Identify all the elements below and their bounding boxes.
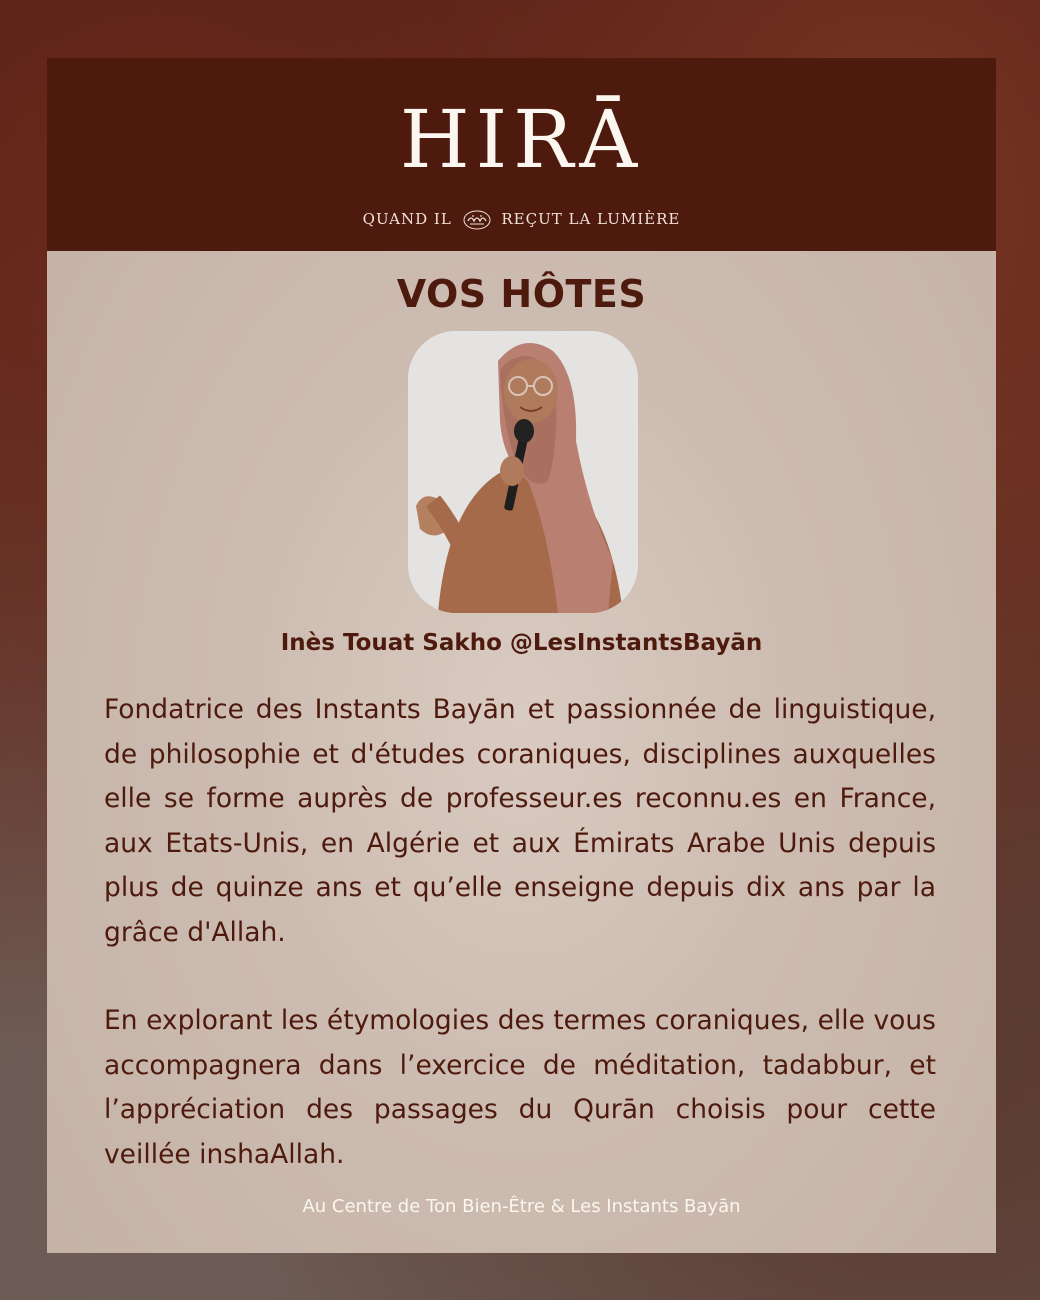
footer-credit: Au Centre de Ton Bien-Être & Les Instants Bayān — [302, 1196, 741, 1217]
bio-paragraph-1: Fondatrice des Instants Bayān et passionnée de linguistique, de philosophie et d'études coraniques, disciplines auxquelles elle se forme auprès de professeur.es reconnu.es en France, aux Etats-Unis, en Algérie et aux Émirats Arabe Unis depuis plus de quinze ans et qu’elle enseigne depuis dix ans par la grâce d'Allah. — [104, 694, 936, 948]
host-portrait-icon — [408, 331, 638, 613]
header-banner — [47, 58, 996, 251]
host-photo — [408, 331, 638, 613]
calligraphy-seal-icon — [462, 208, 492, 232]
tagline-before: QUAND IL — [362, 210, 452, 228]
event-card — [47, 58, 996, 1253]
bio-paragraph-2: En explorant les étymologies des termes coraniques, elle vous accompagnera dans l’exercice de méditation, tadabbur, et l’appréciation des passages du Qurān choisis pour cette veillée inshaAllah. — [104, 1005, 936, 1170]
hira-logo: HIRĀ — [399, 93, 644, 186]
host-name: Inès Touat Sakho @LesInstantsBayān — [280, 630, 763, 656]
tagline-after: REÇUT LA LUMIÈRE — [501, 210, 681, 228]
tagline — [47, 208, 996, 232]
section-title: VOS HÔTES — [396, 272, 647, 316]
